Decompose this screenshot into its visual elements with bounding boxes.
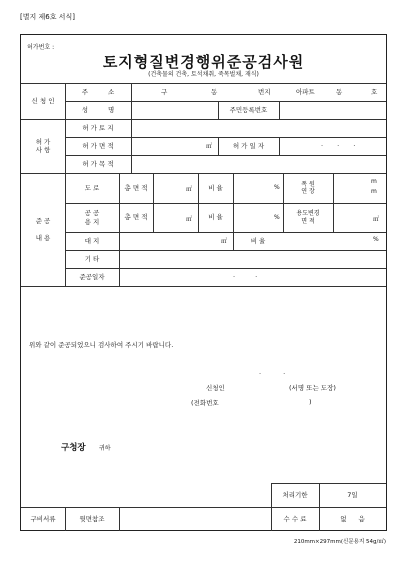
rule <box>333 173 334 232</box>
address-apt: 아파트 <box>296 88 315 96</box>
change-area-label: 용도변경 면 적 <box>296 210 320 225</box>
lot-area-unit: ㎡ <box>221 238 228 245</box>
fee-value: 없 음 <box>340 514 365 523</box>
sign-hint: (서명 또는 도장) <box>289 384 336 392</box>
address-dong: 동 <box>211 88 218 96</box>
permit-purpose-label: 허 가 목 적 <box>82 159 114 168</box>
address-ho: 호 <box>371 88 378 96</box>
form-subtitle: (건축물의 건축, 토석채취, 죽목벌채, 재식) <box>148 71 259 78</box>
lot-percent: % <box>373 236 379 243</box>
permit-date-label: 허 가 일 자 <box>232 141 265 150</box>
address-bunji: 번지 <box>258 88 271 96</box>
address-label: 주 소 <box>81 87 115 96</box>
phone-close: ) <box>309 398 312 406</box>
rule <box>153 173 154 232</box>
address-gu: 구 <box>161 88 168 96</box>
rule <box>131 83 132 173</box>
request-text: 위와 같이 준공되었으니 검사하여 주시기 바랍니다. <box>29 341 174 349</box>
applicant-sign-label: 신청인 <box>206 384 225 392</box>
id-number-label: 주민등록번호 <box>229 105 268 114</box>
public-percent: % <box>274 214 280 221</box>
public-area-unit: ㎡ <box>186 216 193 223</box>
road-label: 도 로 <box>84 183 100 192</box>
permit-section-label: 허 가 사 항 <box>35 137 51 154</box>
road-width-unit: m m <box>371 178 377 195</box>
completion-date-dots: . . <box>233 271 258 279</box>
permit-area-unit: ㎡ <box>206 143 213 150</box>
sign-date-dots: . . <box>259 368 286 376</box>
address-apt-dong: 동 <box>336 88 343 96</box>
addressee-suffix: 귀하 <box>99 445 111 452</box>
name-label: 성 명 <box>81 105 115 114</box>
change-area-unit: ㎡ <box>373 216 380 223</box>
completion-section-label: 준 공 내 용 <box>35 217 51 242</box>
processing-period-value: 7일 <box>347 490 358 499</box>
lot-ratio-label: 비 율 <box>250 236 266 245</box>
road-width-label: 폭 원 연 장 <box>301 180 315 195</box>
processing-period-label: 처리기한 <box>282 490 308 499</box>
road-total-area-label: 총 면 적 <box>124 183 148 192</box>
road-ratio-label: 비 율 <box>208 183 223 192</box>
road-area-unit: ㎡ <box>186 186 193 193</box>
addressee: 구청장 <box>61 443 86 453</box>
applicant-section-label: 신 청 인 <box>31 96 55 105</box>
lot-label: 대 지 <box>84 236 100 245</box>
required-docs-label: 구비서류 <box>30 514 56 523</box>
form-title: 토지형질변경행위준공검사원 <box>102 53 305 71</box>
rule <box>21 286 386 287</box>
public-ratio-label: 비 율 <box>208 213 223 222</box>
rule <box>233 173 234 232</box>
public-land-label: 공 공 용 지 <box>84 209 100 226</box>
form-id: [별지 제6호 서식] <box>20 13 75 21</box>
permit-date-dots: . . . <box>321 140 356 148</box>
rule <box>279 137 280 155</box>
permit-land-label: 허 가 토 지 <box>82 123 114 132</box>
rule <box>279 101 280 119</box>
public-total-area-label: 총 면 적 <box>124 213 148 222</box>
rule <box>119 507 120 531</box>
required-docs-value: 뒷면참조 <box>79 514 105 523</box>
form-frame <box>20 34 387 531</box>
completion-date-label: 준공일자 <box>79 272 105 281</box>
permit-area-label: 허 가 면 적 <box>82 141 114 150</box>
fee-label: 수 수 료 <box>283 514 307 523</box>
paper-note: 210mm×297mm(신문용지 54g/㎡) <box>293 539 386 545</box>
road-percent: % <box>274 184 280 191</box>
permit-no-label: 허가번호 : <box>27 44 55 51</box>
etc-label: 기 타 <box>84 254 100 263</box>
phone-label: (전화번호 <box>191 399 219 407</box>
